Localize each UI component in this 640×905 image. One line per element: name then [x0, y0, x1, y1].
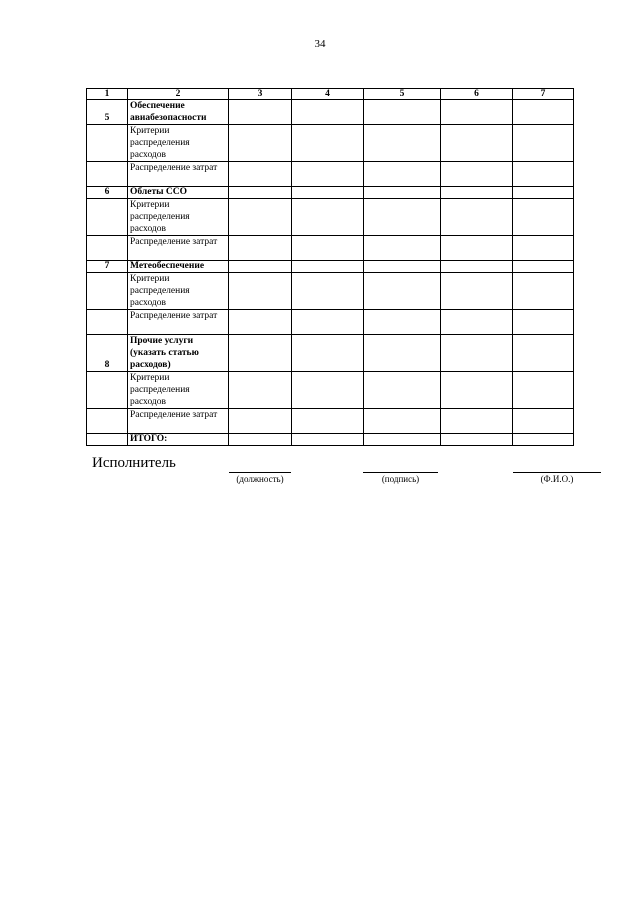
- table-cell: [513, 335, 574, 372]
- table-cell: [364, 310, 441, 335]
- table-cell: [513, 100, 574, 125]
- criteria-label: Критерии распределения расходов: [128, 125, 229, 162]
- table-cell: [292, 273, 364, 310]
- table-cell: [229, 162, 292, 187]
- table-cell: [364, 335, 441, 372]
- table-cell: [364, 100, 441, 125]
- total-row: [87, 434, 574, 446]
- table-cell: [229, 187, 292, 199]
- table-cell: [441, 372, 513, 409]
- table-cell: [513, 273, 574, 310]
- table-cell: [364, 409, 441, 434]
- table-cell: [292, 162, 364, 187]
- table-cell: [292, 125, 364, 162]
- table-row: [87, 409, 574, 434]
- table-row: [87, 199, 574, 236]
- table-cell: [292, 187, 364, 199]
- criteria-label: Критерии распределения расходов: [128, 199, 229, 236]
- table-cell: [513, 434, 574, 446]
- table-cell: [513, 187, 574, 199]
- name-caption: (Ф.И.О.): [540, 474, 574, 484]
- table-cell: [229, 199, 292, 236]
- table-cell: [441, 310, 513, 335]
- table-cell: [87, 125, 128, 162]
- table-cell: [292, 409, 364, 434]
- table-cell: [229, 100, 292, 125]
- table-cell: [364, 187, 441, 199]
- table-cell: [292, 310, 364, 335]
- table-row: [87, 273, 574, 310]
- table-cell: [513, 372, 574, 409]
- table-cell: [292, 236, 364, 261]
- table-cell: [364, 261, 441, 273]
- table-cell: [292, 434, 364, 446]
- table-cell: [364, 199, 441, 236]
- table-cell: [441, 261, 513, 273]
- table-cell: [513, 409, 574, 434]
- criteria-label: Критерии распределения расходов: [128, 273, 229, 310]
- column-header: 1: [87, 89, 128, 100]
- table-cell: [441, 434, 513, 446]
- page-number: 34: [314, 38, 326, 50]
- table-cell: [87, 199, 128, 236]
- table-cell: [364, 273, 441, 310]
- table-cell: [364, 236, 441, 261]
- table-row: [87, 335, 574, 372]
- table-cell: [441, 236, 513, 261]
- table-cell: [292, 100, 364, 125]
- table-cell: [441, 100, 513, 125]
- table-cell: [229, 372, 292, 409]
- table-cell: [292, 372, 364, 409]
- distribution-label: Распределение затрат: [128, 162, 229, 187]
- column-header: 5: [364, 89, 441, 100]
- table-cell: [364, 162, 441, 187]
- table-row: [87, 100, 574, 125]
- table-cell: [441, 162, 513, 187]
- section-number: 8: [87, 335, 128, 372]
- table-cell: [513, 162, 574, 187]
- table-cell: [441, 335, 513, 372]
- table-cell: [364, 125, 441, 162]
- table-cell: [229, 434, 292, 446]
- column-header: 4: [292, 89, 364, 100]
- table-cell: [292, 261, 364, 273]
- section-title: Обеспечение авиабезопасности: [128, 100, 229, 125]
- table-cell: [87, 310, 128, 335]
- table-cell: [229, 335, 292, 372]
- column-header: 3: [229, 89, 292, 100]
- table-cell: [87, 434, 128, 446]
- table-row: [87, 310, 574, 335]
- table-cell: [441, 273, 513, 310]
- table-cell: [292, 199, 364, 236]
- signature-line: [363, 472, 438, 484]
- distribution-label: Распределение затрат: [128, 409, 229, 434]
- position-caption: (должность): [236, 474, 284, 484]
- name-signature-line: [513, 472, 601, 484]
- signature-caption: (подпись): [381, 474, 420, 484]
- distribution-label: Распределение затрат: [128, 310, 229, 335]
- table-row: [87, 261, 574, 273]
- table-row: [87, 372, 574, 409]
- column-header: 7: [513, 89, 574, 100]
- total-label: ИТОГО:: [128, 434, 229, 446]
- table-cell: [229, 125, 292, 162]
- table-cell: [513, 261, 574, 273]
- section-title: Прочие услуги (указать статью расходов): [128, 335, 229, 372]
- position-signature-line: [229, 472, 291, 484]
- section-number: 5: [87, 100, 128, 125]
- table-cell: [292, 335, 364, 372]
- table-cell: [229, 261, 292, 273]
- table-row: [87, 187, 574, 199]
- table-cell: [513, 236, 574, 261]
- table-cell: [87, 162, 128, 187]
- table-row: [87, 162, 574, 187]
- distribution-label: Распределение затрат: [128, 236, 229, 261]
- cost-allocation-table: [86, 88, 574, 446]
- table-header-row: [87, 89, 574, 100]
- table-cell: [87, 409, 128, 434]
- table-cell: [229, 310, 292, 335]
- section-title: Облеты ССО: [128, 187, 229, 199]
- column-header: 6: [441, 89, 513, 100]
- column-header: 2: [128, 89, 229, 100]
- table-cell: [441, 187, 513, 199]
- criteria-label: Критерии распределения расходов: [128, 372, 229, 409]
- table-cell: [87, 372, 128, 409]
- section-number: 7: [87, 261, 128, 273]
- section-title: Метеобеспечение: [128, 261, 229, 273]
- table-row: [87, 125, 574, 162]
- table-cell: [364, 372, 441, 409]
- table-cell: [513, 310, 574, 335]
- table-cell: [441, 409, 513, 434]
- executor-label: Исполнитель: [92, 455, 176, 471]
- table-cell: [513, 199, 574, 236]
- table-cell: [441, 199, 513, 236]
- table-cell: [87, 273, 128, 310]
- table-cell: [513, 125, 574, 162]
- table-cell: [229, 236, 292, 261]
- table-cell: [364, 434, 441, 446]
- table-cell: [229, 273, 292, 310]
- table-cell: [229, 409, 292, 434]
- section-number: 6: [87, 187, 128, 199]
- table-row: [87, 236, 574, 261]
- table-cell: [87, 236, 128, 261]
- table-cell: [441, 125, 513, 162]
